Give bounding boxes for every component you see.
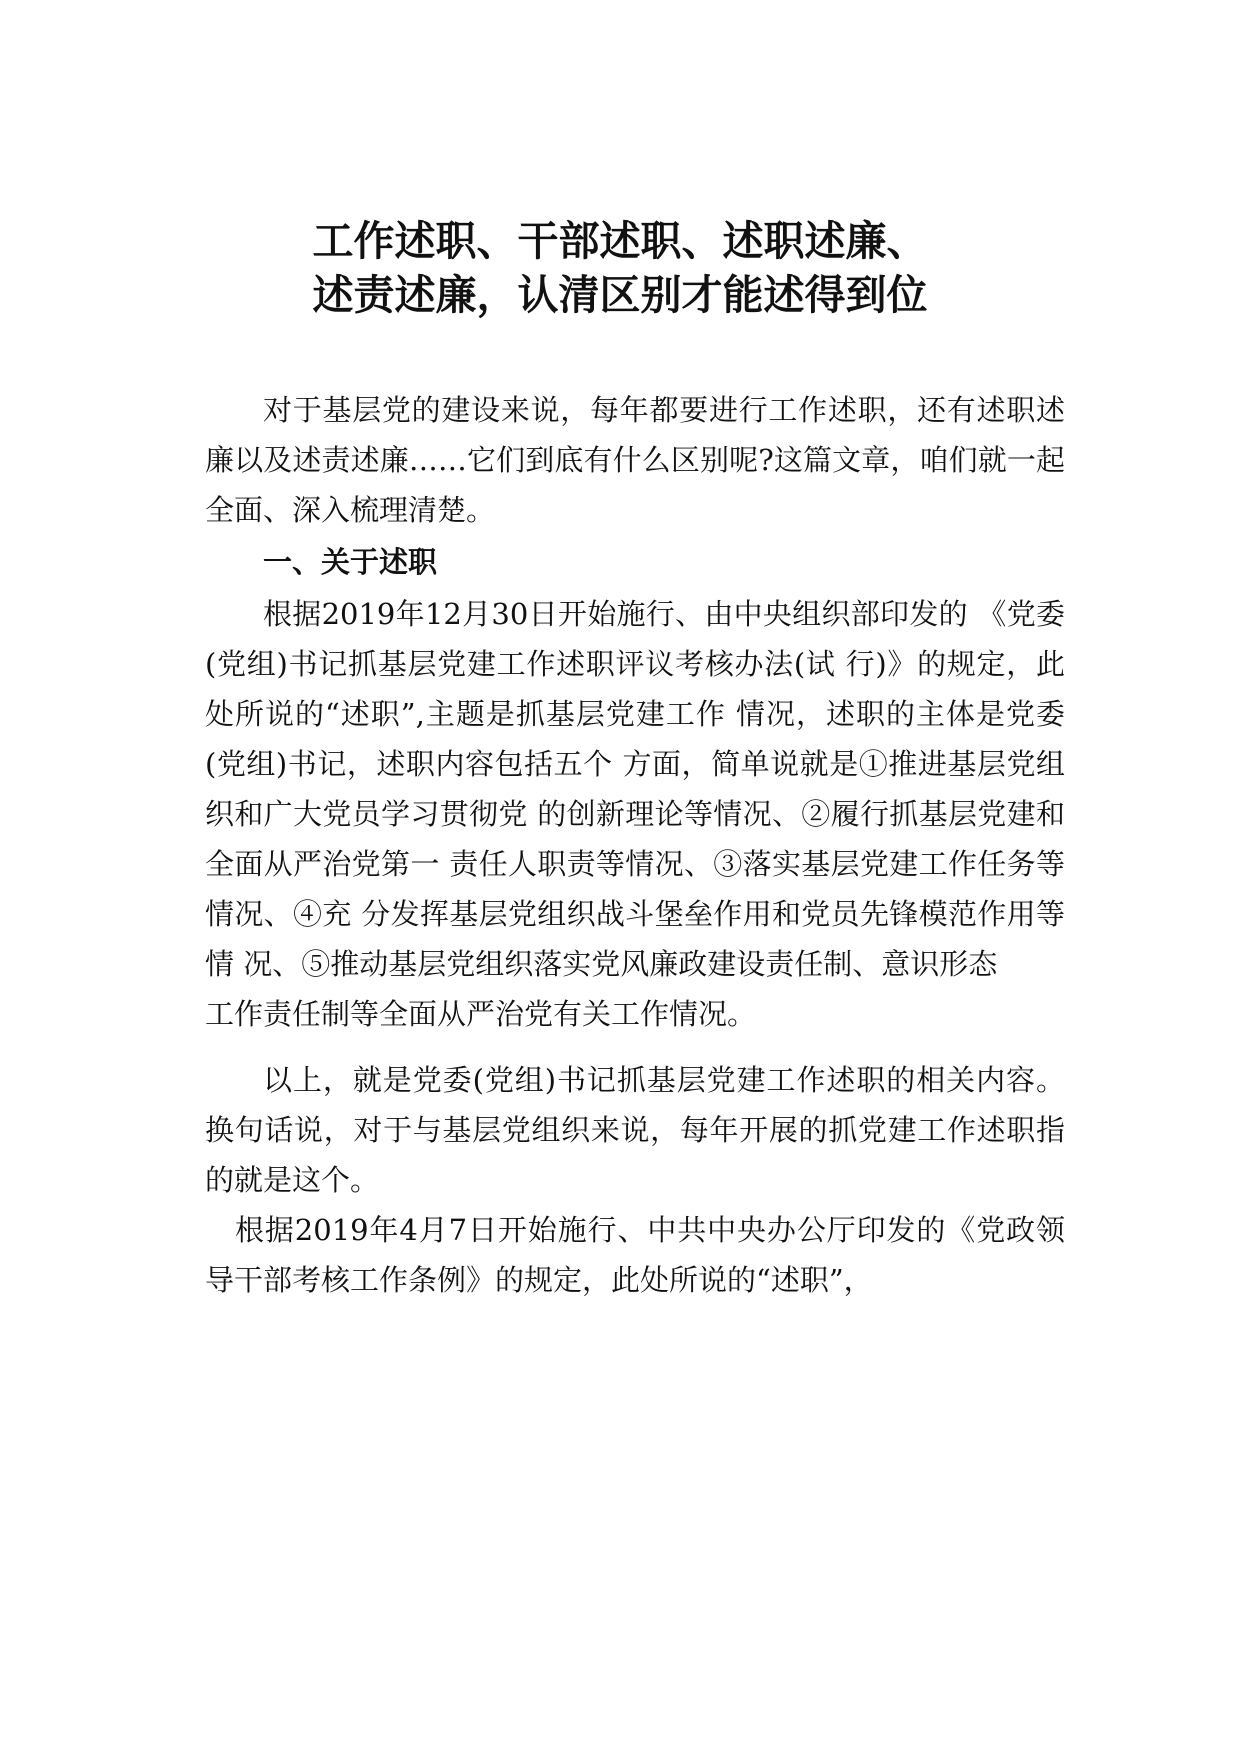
document-body [205, 385, 1065, 1305]
paragraph-2: 以上，就是党委(党组)书记抓基层党建工作述职的相关内容。换句话说，对于与基层党组织来说，每年开展的抓党建工作述职指的就是这个。 [205, 1063, 1065, 1197]
paragraph-1 [205, 589, 1065, 1039]
document-title [150, 214, 1090, 322]
paragraph-1-main: 根据2019年12月30日开始施行、由中央组织部印发的 《党委(党组)书记抓基层党建工作述职评议考核办法(试 行)》的规定，此处所说的“述职”,主题是抓基层党建工作 情况，述职的主体是党委(党组)书记，述职内容包括五个 方面，简单说就是①推进基层党组织和广大党员学习贯彻党 的创新理论等情况、②履行抓基层党建和全面从严治党第一 责任人职责等情况、③落实基层党建工作任务等情况、④充 分发挥基层党组织战斗堡垒作用和党员先锋模范作用等情 况、⑤推动基层党组织落实党风廉政建设责任制、意识形态 [205, 597, 1065, 981]
section-heading-1: 一、关于述职 [263, 545, 438, 579]
intro-paragraph: 对于基层党的建设来说，每年都要进行工作述职，还有述职述廉以及述责述廉……它们到底有什么区别呢?这篇文章，咱们就一起全面、深入梳理清楚。 [205, 393, 1065, 527]
title-line-1: 工作述职、干部述职、述职述廉、 [312, 217, 928, 265]
paragraph-3: 根据2019年4月7日开始施行、中共中央办公厅印发的《党政领导干部考核工作条例》的规定，此处所说的“述职”， [205, 1213, 1065, 1297]
title-line-2: 述责述廉，认清区别才能述得到位 [312, 271, 928, 319]
paragraph-1-tail: 工作责任制等全面从严治党有关工作情况。 [205, 997, 757, 1031]
